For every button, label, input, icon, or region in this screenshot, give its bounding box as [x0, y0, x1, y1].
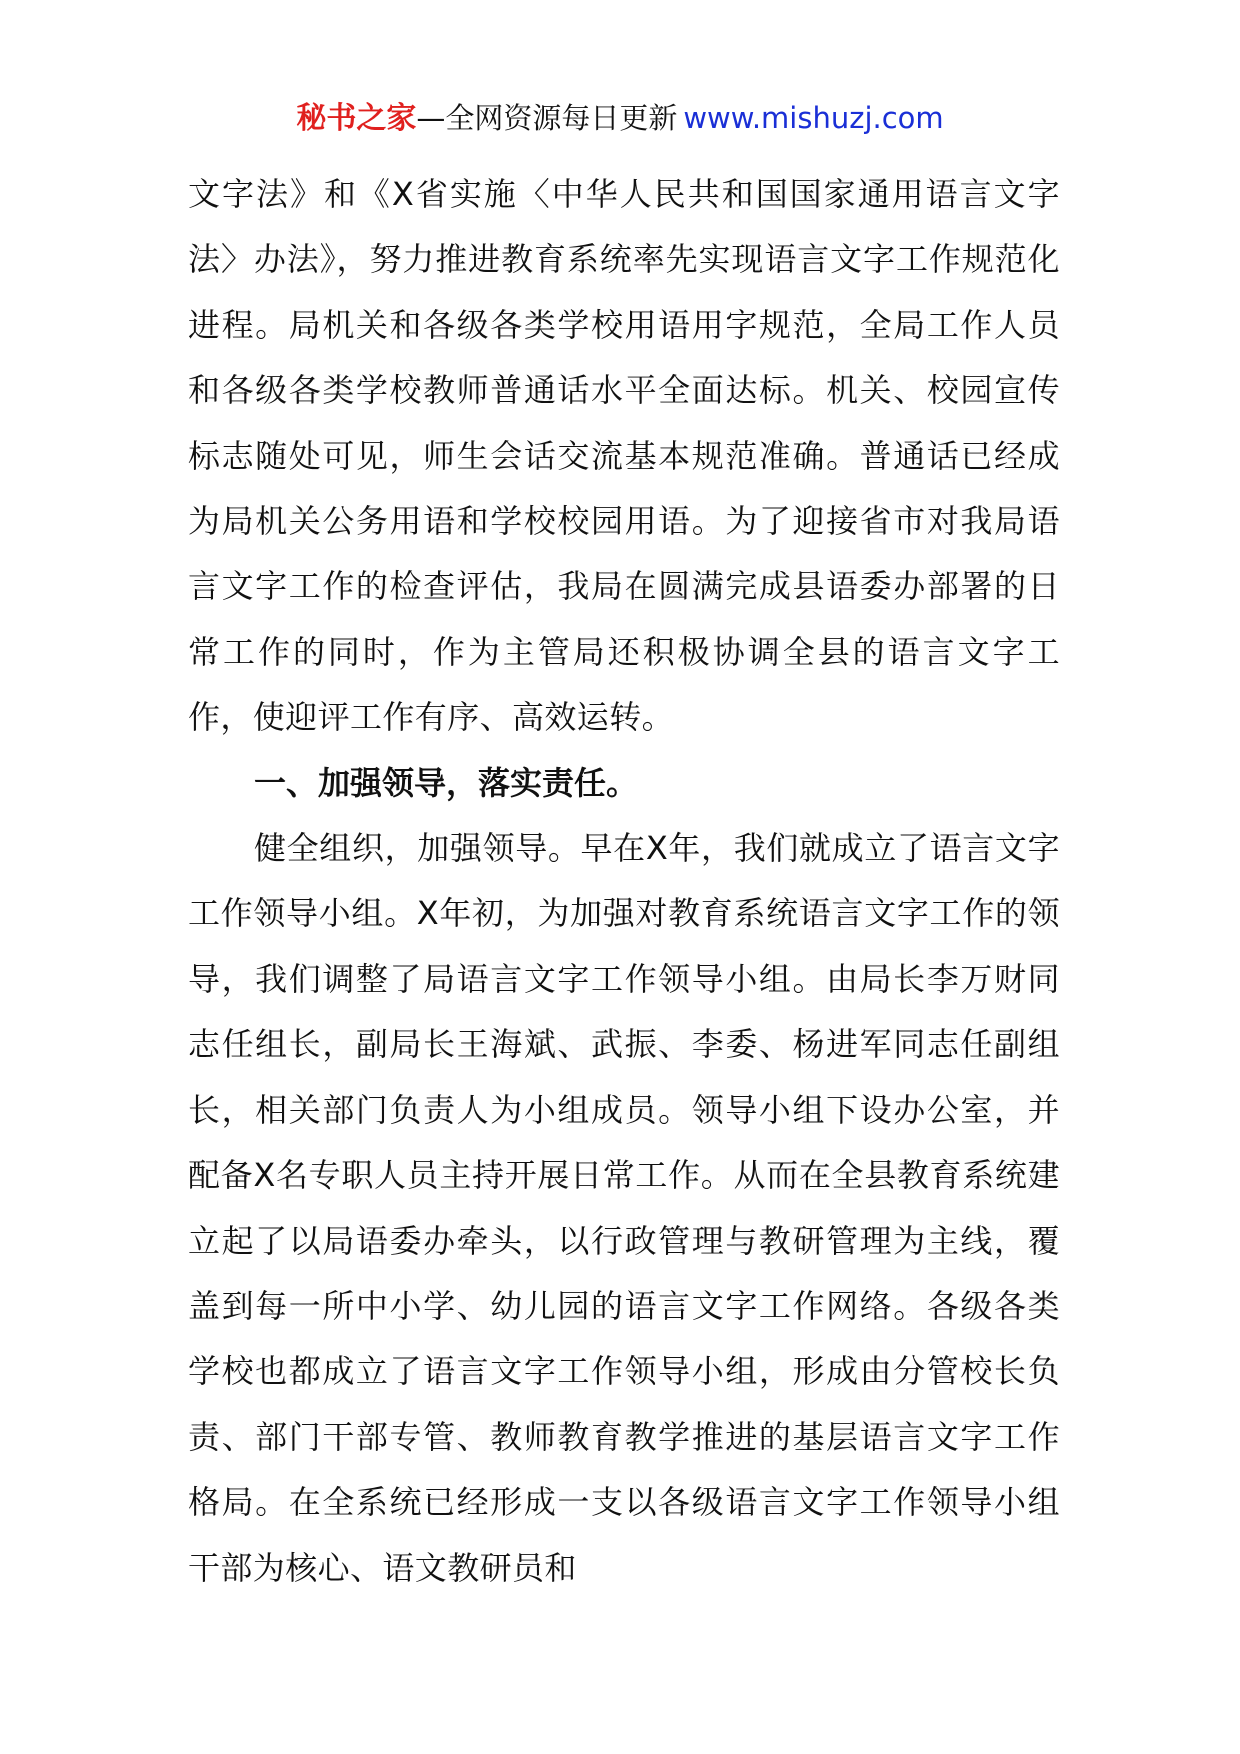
body-paragraph-1: 文字法》和《X省实施〈中华人民共和国国家通用语言文字法〉办法》，努力推进教育系统率先实现语言文字工作规范化进程。局机关和各级各类学校用语用字规范，全局工作人员和各级各类学校教师普通话水平全面达标。机关、校园宣传标志随处可见，师生会话交流基本规范准确。普通话已经成为局机关公务用语和学校校园用语。为了迎接省市对我局语言文字工作的检查评估，我局在圆满完成县语委办部署的日常工作的同时，作为主管局还积极协调全县的语言文字工作，使迎评工作有序、高效运转。 [188, 175, 1060, 737]
document-body [188, 162, 1060, 1601]
site-url-link[interactable]: www.mishuzj.com [683, 101, 944, 135]
section-heading-1: 一、加强领导，落实责任。 [254, 763, 639, 802]
page-header [0, 98, 1240, 139]
site-tagline: —全网资源每日更新 [416, 101, 678, 135]
site-brand: 秘书之家 [296, 101, 417, 136]
body-paragraph-2: 健全组织，加强领导。早在X年，我们就成立了语言文字工作领导小组。X年初，为加强对教育系统语言文字工作的领导，我们调整了局语言文字工作领导小组。由局长李万财同志任组长，副局长王海斌、武振、李委、杨进军同志任副组长，相关部门负责人为小组成员。领导小组下设办公室，并配备X名专职人员主持开展日常工作。从而在全县教育系统建立起了以局语委办牵头，以行政管理与教研管理为主线，覆盖到每一所中小学、幼儿园的语言文字工作网络。各级各类学校也都成立了语言文字工作领导小组，形成由分管校长负责、部门干部专管、教师教育教学推进的基层语言文字工作格局。在全系统已经形成一支以各级语言文字工作领导小组干部为核心、语文教研员和 [188, 829, 1060, 1587]
